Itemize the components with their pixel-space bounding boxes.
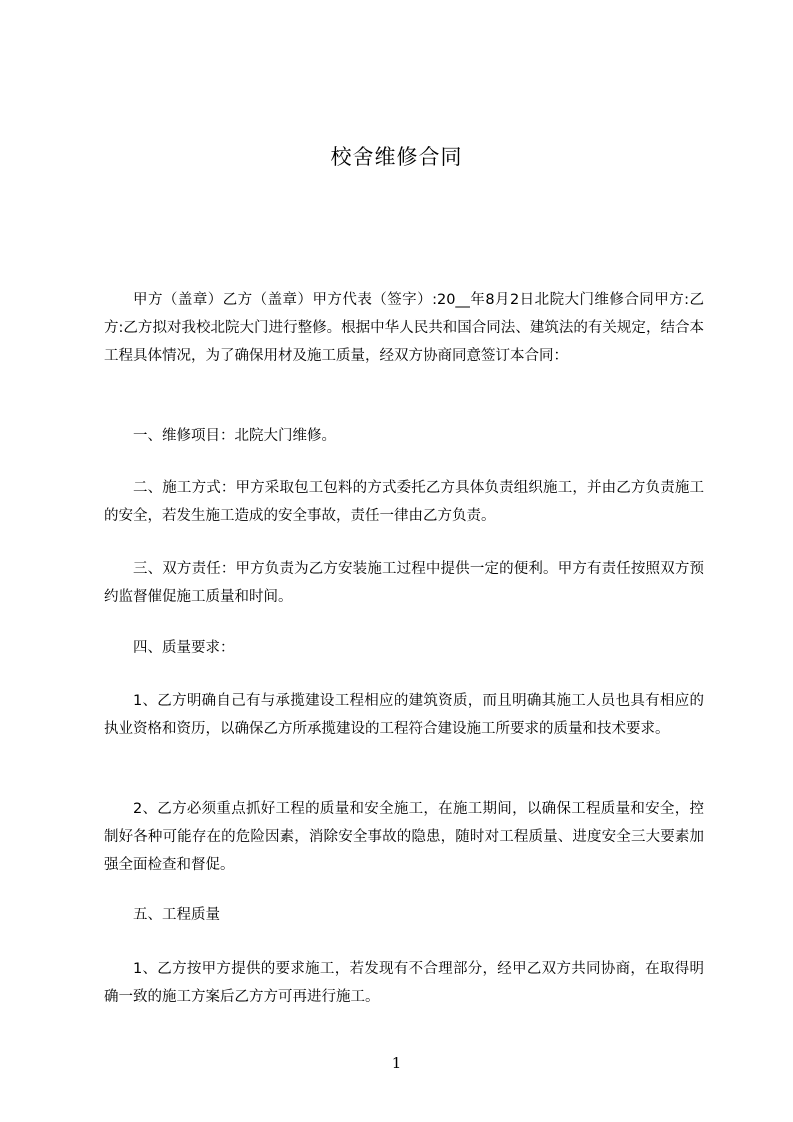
section-4-item-2: 2、乙方必须重点抓好工程的质量和安全施工，在施工期间，以确保工程质量和安全，控制好各种可能存在的危险因素，消除安全事故的隐患，随时对工程质量、进度安全三大要素加强全面检查和督促。	[104, 801, 704, 873]
section-5-item-1: 1、乙方按甲方提供的要求施工，若发现有不合理部分，经甲乙双方共同协商，在取得明确一致的施工方案后乙方方可再进行施工。	[104, 961, 704, 1005]
section-1-maintenance-project: 一、维修项目：北院大门维修。	[133, 428, 336, 444]
section-5-project-quality: 五、工程质量	[133, 907, 220, 923]
section-2-construction-method: 二、施工方式：甲方采取包工包料的方式委托乙方具体负责组织施工，并由乙方负责施工的安全，若发生施工造成的安全事故，责任一律由乙方负责。	[104, 480, 704, 524]
section-4-quality-requirements: 四、质量要求：	[133, 640, 235, 656]
section-4-item-1: 1、乙方明确自己有与承揽建设工程相应的建筑资质，而且明确其施工人员也具有相应的执业资格和资历，以确保乙方所承揽建设的工程符合建设施工所要求的质量和技术要求。	[104, 693, 704, 737]
document-title: 校舍维修合同	[330, 145, 463, 169]
section-3-responsibilities: 三、双方责任：甲方负责为乙方安装施工过程中提供一定的便利。甲方有责任按照双方预约监督催促施工质量和时间。	[104, 561, 704, 605]
page-number: 1	[391, 1054, 402, 1072]
intro-paragraph: 甲方（盖章）乙方（盖章）甲方代表（签字）:20__年8月2日北院大门维修合同甲方:乙方:乙方拟对我校北院大门进行整修。根据中华人民共和国合同法、建筑法的有关规定，结合本工程具体情况，为了确保用材及施工质量，经双方协商同意签订本合同：	[104, 292, 704, 364]
